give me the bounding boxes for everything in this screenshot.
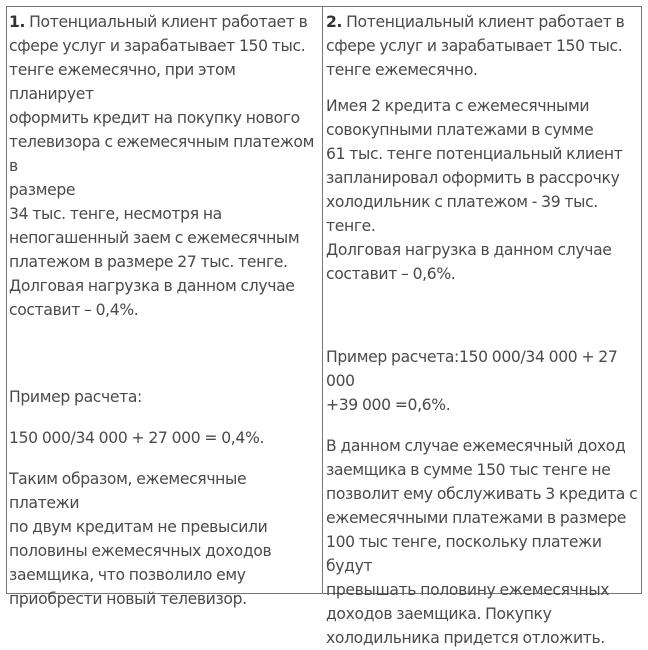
example-1-number: 1. xyxy=(9,13,26,31)
example-1-calculation: 150 000/34 000 + 27 000 = 0,4%. xyxy=(9,429,265,447)
example-cell-1 xyxy=(7,7,323,608)
example-cell-2 xyxy=(323,7,641,647)
example-1-intro: 1. Потенциальный клиент работает в сфере услуг и зарабатывает 150 тыс. тенге ежемесячно, при этом планирует оформить кредит на покупку нового телевизора с ежемесячным платежом в размере 34 тыс. тенге, несмотря на непогашенный заем с ежемесячным платежом в размере 27 тыс. тенге. Долговая нагрузка в данном случае составит – 0,4%. xyxy=(9,13,315,319)
example-2-calculation: Пример расчета:150 000/34 000 + 27 000 +39 000 =0,6%. xyxy=(326,348,618,414)
example-2-number: 2. xyxy=(326,13,343,31)
example-1-label: Пример расчета: xyxy=(9,388,142,406)
example-2-details: Имея 2 кредита с ежемесячными совокупными платежами в сумме 61 тыс. тенге потенциальный клиент запланировал оформить в рассрочку холодильник с платежом - 39 тыс. тенге. Долговая нагрузка в данном случае составит – 0,6%. xyxy=(326,97,623,283)
example-table xyxy=(6,6,642,647)
example-2-conclusion: В данном случае ежемесячный доход заемщика в сумме 150 тыс тенге не позволит ему обслуживать 3 кредита с ежемесячными платежами в размере 100 тыс тенге, поскольку платежи будут превышать половину ежемесячных доходов заемщика. Покупку холодильника придется отложить. xyxy=(326,437,638,647)
example-2-intro: 2. Потенциальный клиент работает в сфере услуг и зарабатывает 150 тыс. тенге ежемесячно. xyxy=(326,13,625,79)
example-1-conclusion: Таким образом, ежемесячные платежи по двум кредитам не превысили половины ежемесячных доходов заемщика, что позволило ему приобрести новый телевизор. xyxy=(9,470,272,608)
